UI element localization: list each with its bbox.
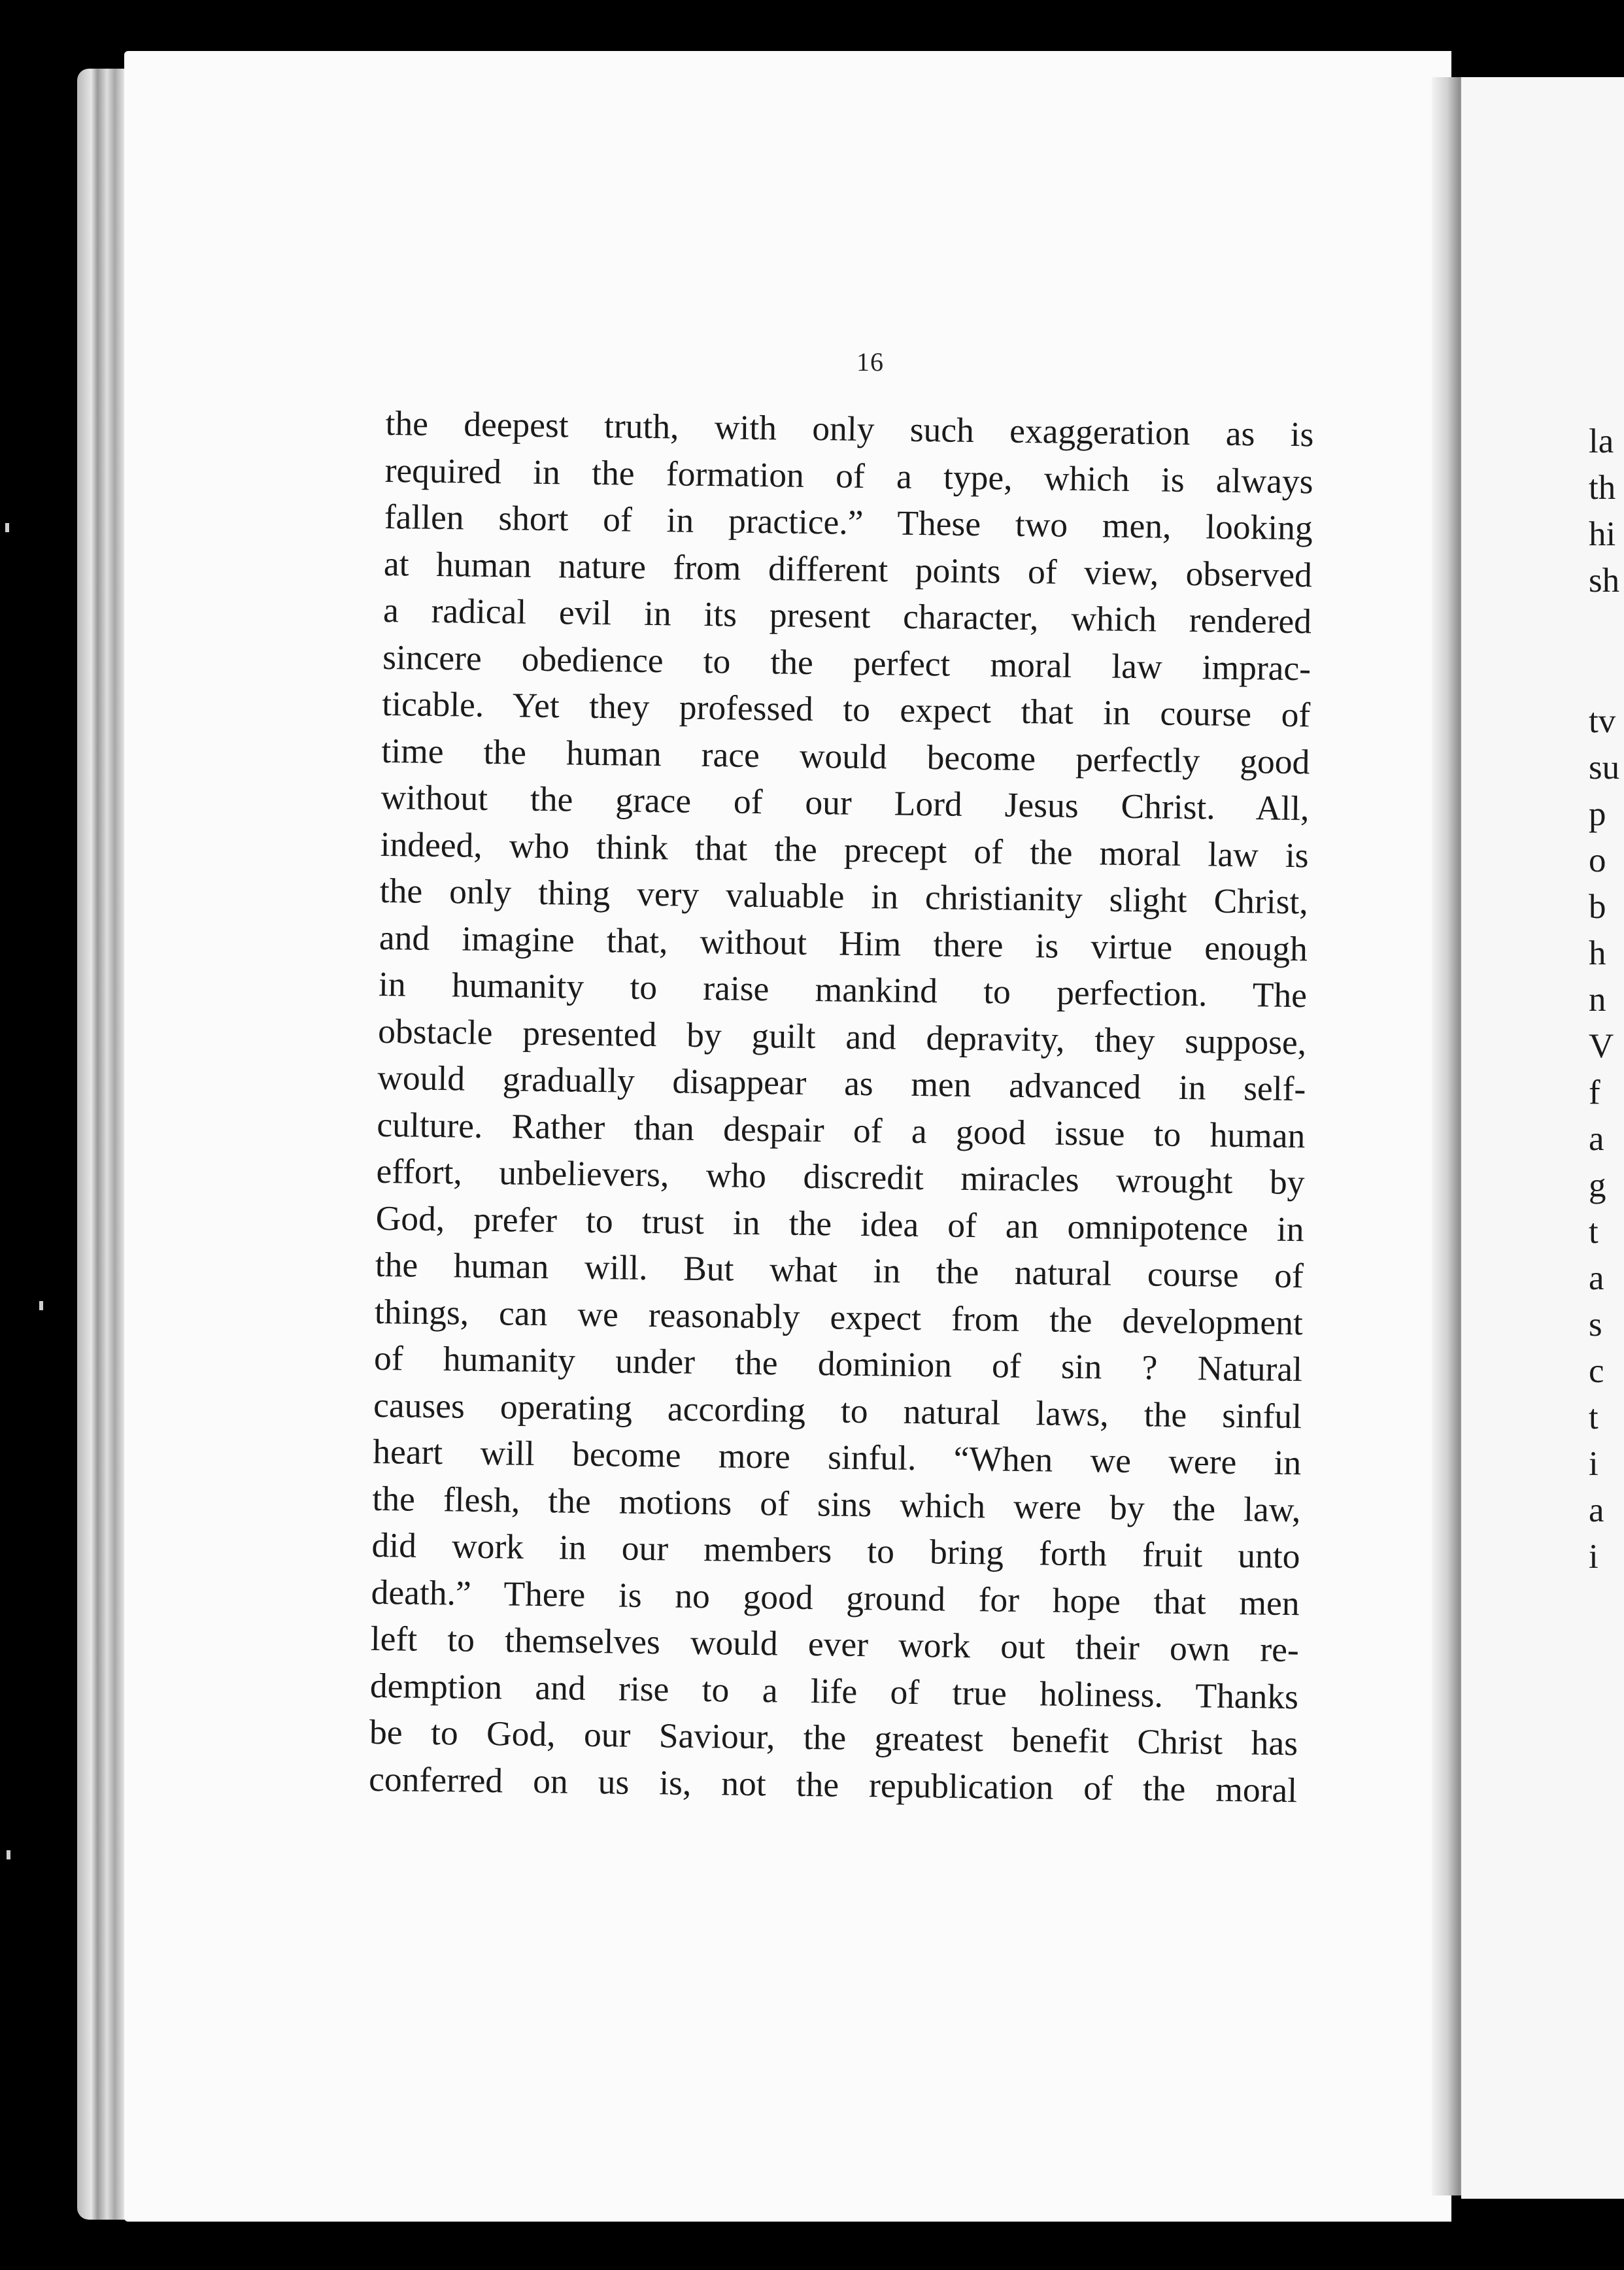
right-fragment: t [1589,1398,1599,1436]
text-line: a radical evil in its present character, which rendered [382,590,1312,641]
text-line: heart will become more sinful. “When we were in [372,1431,1302,1483]
text-line: things, can we reasonably expect from the development [374,1291,1304,1342]
text-line: did work in our members to bring forth fruit unto [371,1525,1300,1576]
scan-speck [39,1301,43,1310]
right-fragment: a [1589,1120,1604,1158]
page-number: 16 [856,347,884,377]
right-fragment: n [1589,981,1606,1019]
text-line: causes operating according to natural laws, the sinful [373,1385,1302,1436]
right-fragment: o [1589,841,1606,879]
text-line: in humanity to raise mankind to perfection. The [378,964,1308,1015]
text-line: indeed, who think that the precept of the moral law is [380,824,1309,875]
right-fragment: la [1589,422,1614,460]
right-page-text-fragments [1589,418,1624,1580]
scan-speck [5,523,9,532]
right-fragment: th [1589,469,1616,507]
text-line: the flesh, the motions of sins which were by the law, [372,1478,1301,1529]
right-fragment: t [1589,1213,1599,1251]
text-line: sincere obedience to the perfect moral law imprac- [382,637,1311,688]
right-fragment: f [1589,1074,1600,1111]
text-line: time the human race would become perfectly good [381,730,1310,781]
right-fragment: h [1589,934,1606,972]
text-line: the deepest truth, with only such exaggeration as is [385,403,1314,454]
right-fragment: s [1589,1306,1602,1344]
text-line: God, prefer to trust in the idea of an omnipotence in [375,1198,1304,1249]
right-fragment: tv [1589,702,1616,740]
text-line: the human will. But what in the natural course of [375,1244,1304,1296]
text-line: the only thing very valuable in christianity slight Christ, [379,870,1309,922]
text-line: conferred on us is, not the republication of the moral [368,1759,1298,1810]
right-fragment: c [1589,1352,1604,1390]
text-line: be to God, our Saviour, the greatest benefit Christ has [369,1712,1298,1763]
right-fragment: p [1589,795,1606,833]
right-fragment: sh [1589,562,1620,600]
right-fragment: i [1589,1445,1599,1483]
right-fragment: b [1589,888,1606,926]
text-line: left to themselves would ever work out their own re- [370,1618,1300,1670]
right-fragment: su [1589,749,1620,787]
right-fragment: g [1589,1166,1606,1204]
right-fragment: a [1589,1259,1604,1297]
text-line: demption and rise to a life of true holiness. Thanks [369,1665,1299,1716]
right-fragment: a [1589,1491,1604,1529]
text-line: would gradually disappear as men advanced in self- [377,1057,1306,1109]
text-line: obstacle presented by guilt and depravity, they suppose, [377,1011,1307,1062]
text-line: fallen short of in practice.” These two men, looking [384,496,1313,548]
right-fragment: i [1589,1538,1599,1576]
text-line: at human nature from different points of view, observed [383,543,1313,594]
text-line: required in the formation of a type, which is always [384,450,1313,501]
text-line: without the grace of our Lord Jesus Christ. All, [381,777,1310,828]
right-fragment: hi [1589,515,1616,553]
right-fragment: V [1589,1027,1614,1065]
text-line: effort, unbelievers, who discredit miracles wrought by [376,1151,1305,1202]
page-body-text [369,400,1314,1814]
text-line: ticable. Yet they professed to expect that in course of [381,683,1311,735]
text-line: of humanity under the dominion of sin ? Natural [373,1338,1303,1389]
scan-speck [7,1850,10,1859]
text-line: culture. Rather than despair of a good issue to human [377,1104,1306,1155]
text-line: death.” There is no good ground for hope that men [371,1572,1300,1623]
text-line: and imagine that, without Him there is virtue enough [379,917,1308,968]
